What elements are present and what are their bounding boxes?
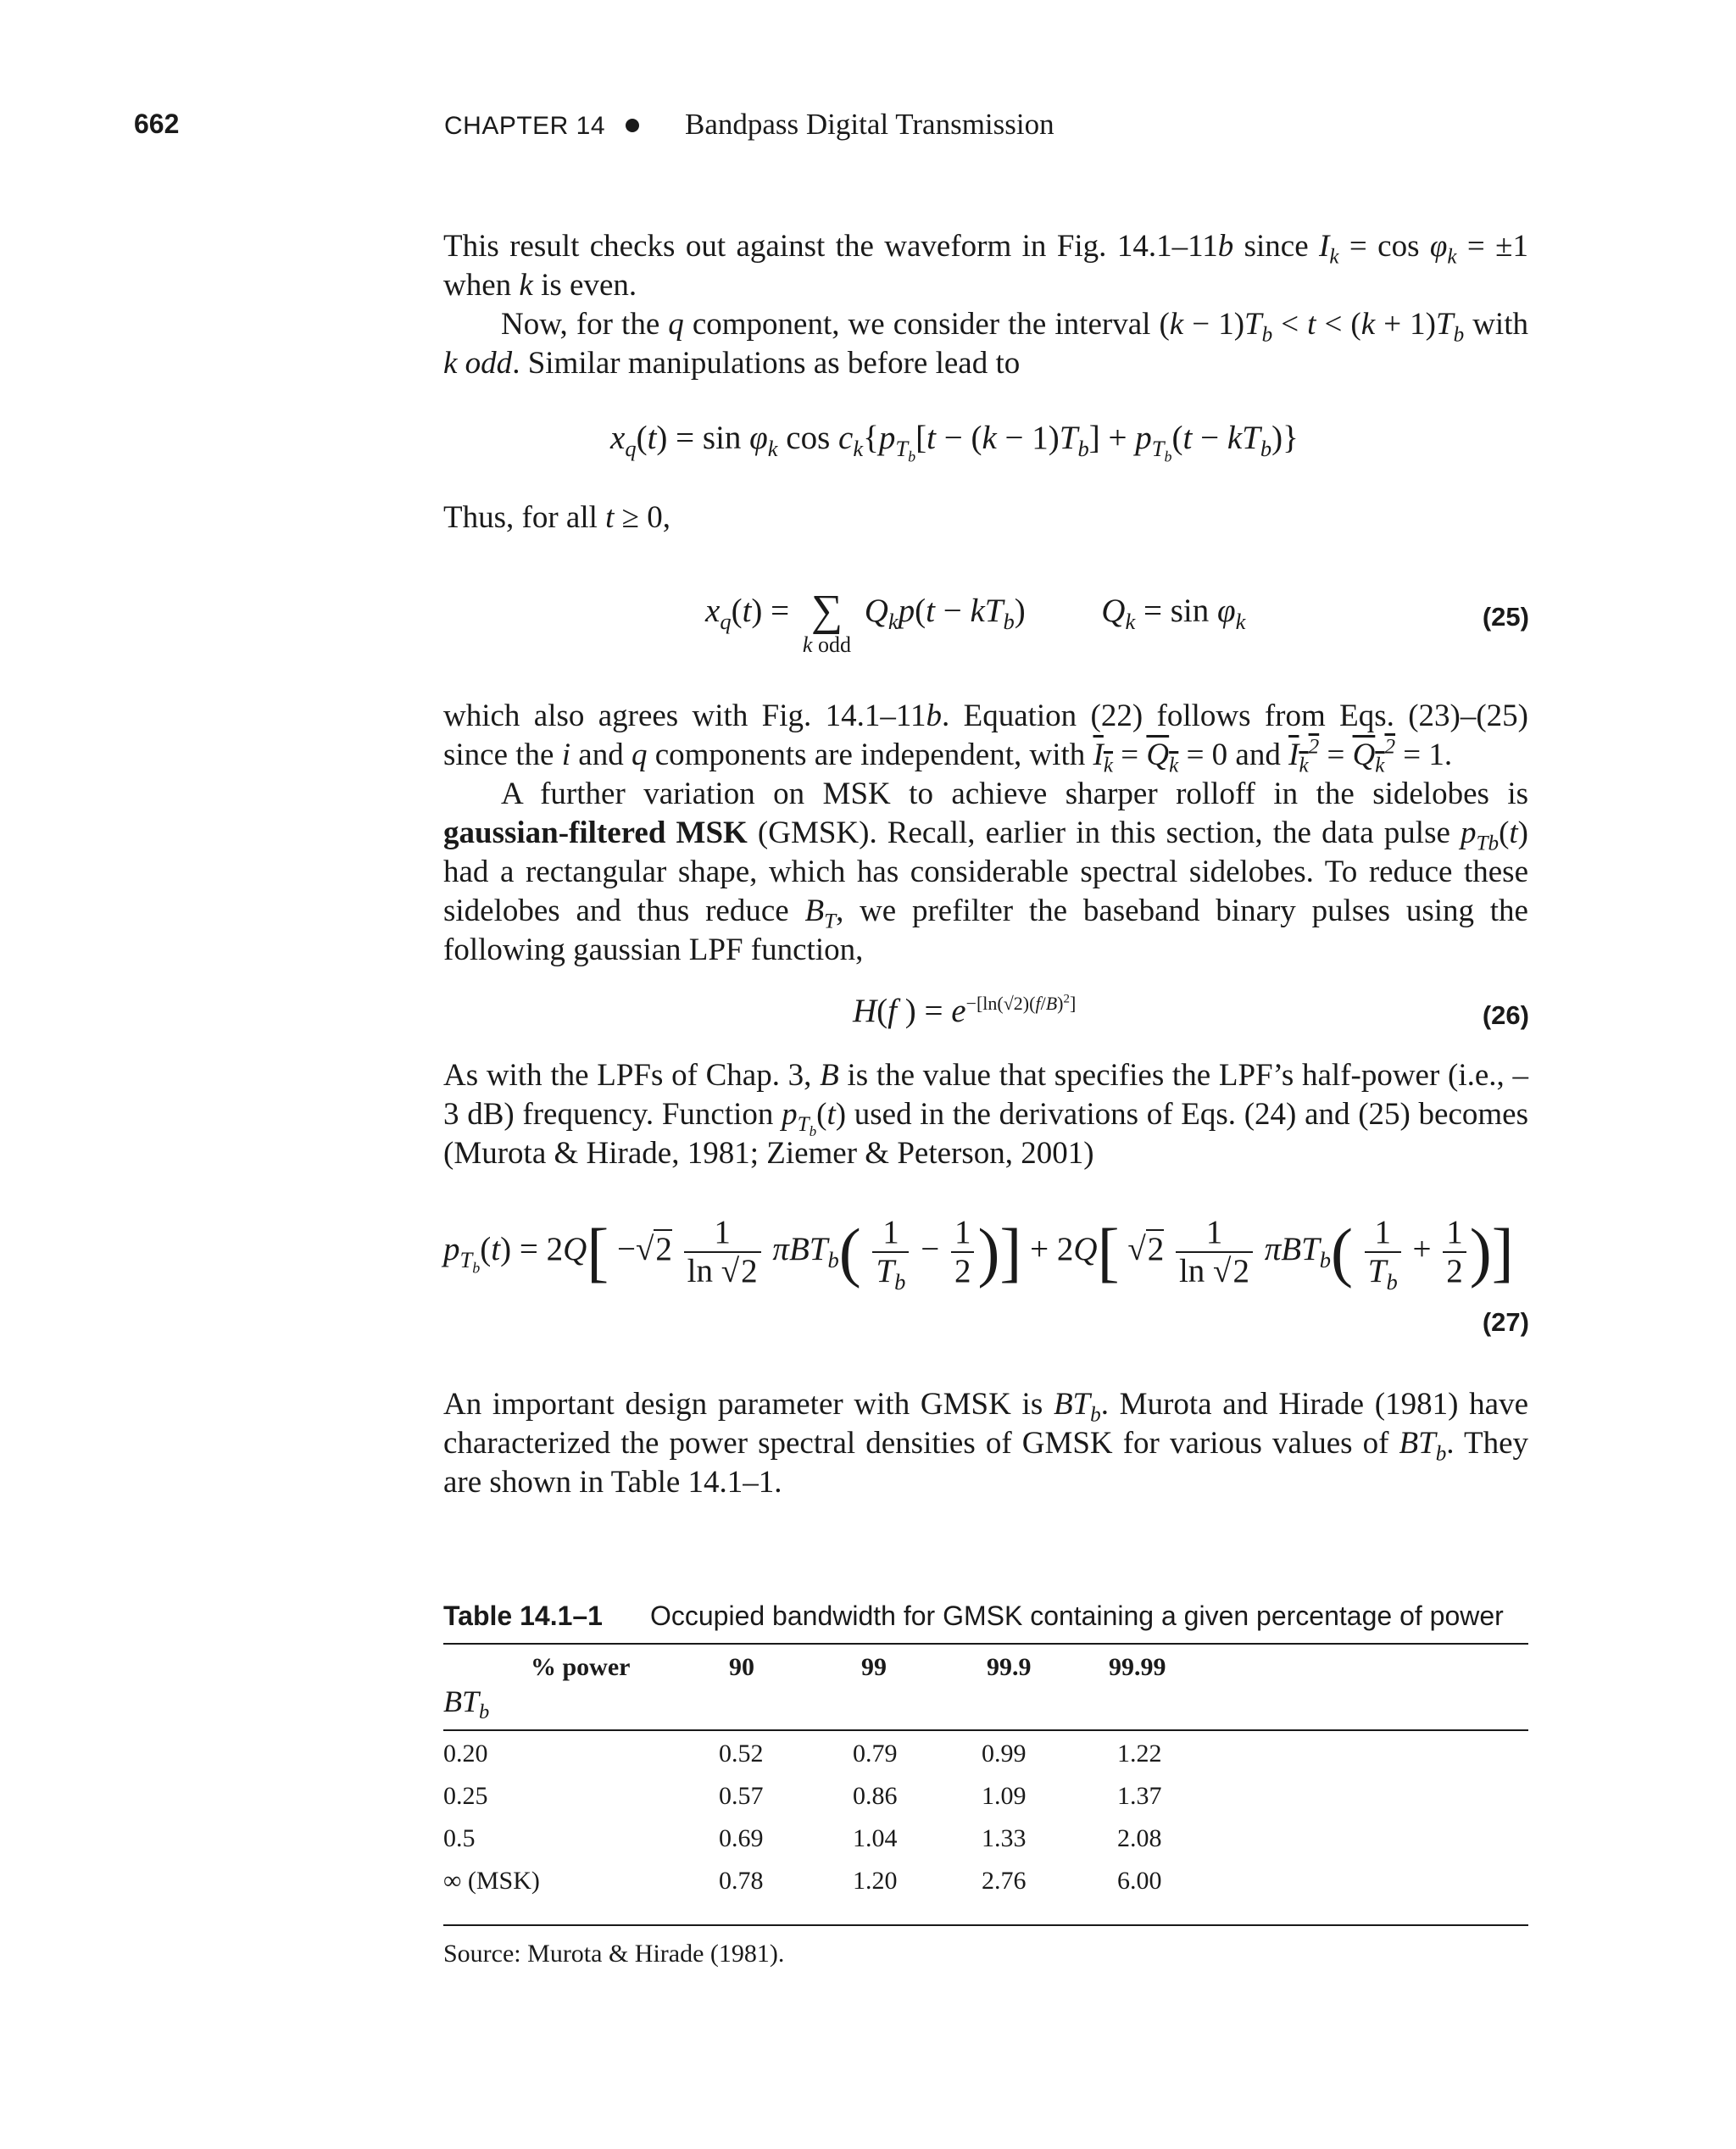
equation-26: H(f ) = $e^{-[ln(√2)(f/B)^2]}$ [853,992,1077,1029]
table-cell: 0.86 [853,1782,898,1810]
table-cell: 2.08 [1117,1824,1162,1852]
table-col-header: 99 [861,1653,887,1681]
table-caption-text: Occupied bandwidth for GMSK containing a given percentage of power [649,1601,1504,1631]
chapter-title: Bandpass Digital Transmission [685,108,1054,141]
table-cell-bt: 0.20 [443,1740,488,1768]
paragraph-2: Now, for the q component, we consider the interval $(k - 1)T_b < t < (k + 1)T_b$ with k odd. Similar manipulations as before lead to [443,307,1528,381]
table-cell: 1.33 [982,1824,1027,1852]
table-cell: 1.04 [853,1824,898,1852]
paragraph-7: An important design parameter with GMSK is $BT_b$. Murota and Hirade (1981) have characterized the power spectral densities of GMSK for various values of $BT_b$. They are shown in Table 14.1–1. [443,1387,1529,1500]
equation-number-27: (27) [1482,1307,1529,1337]
table-col-header: 99.99 [1109,1653,1166,1681]
table-col-header: 99.9 [987,1653,1032,1681]
table-cell: 0.79 [853,1740,898,1768]
equation-xq-interval: $x_q(t) = \sin \varphi_k$ $\cos c_k\{p_{T_b}[t - (k - 1)T_b] + p_{T_b}(t - kT_b)\}$ [610,420,1299,465]
table-cell: 0.52 [719,1740,764,1768]
table-cell: 0.99 [982,1740,1027,1768]
equation-25: $x_q(t)$ = ∑ k odd $Q_kp(t - kT_b) Q_k = \sin \varphi_k$ [705,587,1246,657]
bullet-icon [626,119,639,132]
chapter-label: CHAPTER 14 [444,112,606,140]
table-power-header: % power [531,1653,631,1681]
table-source: Source: Murota & Hirade (1981). [443,1940,785,1968]
table-cell: 6.00 [1117,1867,1162,1895]
table-cell: 1.37 [1117,1782,1162,1810]
table-cell: 0.57 [719,1782,764,1810]
equation-number-25: (25) [1482,602,1529,632]
table-cell: 1.22 [1117,1740,1162,1768]
table-row-header-text: $BT_b$ [443,1684,490,1724]
page-number: 662 [134,109,180,139]
table-header-rule [443,1729,1528,1731]
table-cell-bt: ∞ (MSK) [443,1867,540,1895]
equation-number-26: (26) [1482,1000,1529,1030]
equation-27: $p_{T_b}(t) = 2Q[ -√2$ $\frac{1}{\ln √2}$ πBT$_b$( $\frac{1}{T_b}$ − $\frac{1}{2}$ )] + 2Q[ √2 $\frac{1}{\ln √2}$ πBT$_b$( $\frac{1}{T_b}$ + $\frac{1}{2}$ )] [443,1214,1514,1294]
table-cell: 1.09 [982,1782,1027,1810]
table-cell: 1.20 [853,1867,898,1895]
paragraph-6: As with the LPFs of Chap. 3, B is the value that specifies the LPF’s half-power (i.e., –3 dB) frequency. Function $p_{T_b}(t)$ used in the derivations of Eqs. (24) and (25) becomes (Murota & Hirade, 1981; Ziemer & Peterson, 2001) [443,1058,1528,1171]
table-cell-bt: 0.25 [443,1782,488,1810]
table-label: Table 14.1–1 [443,1601,603,1631]
table-bottom-rule [443,1924,1528,1926]
table-cell-bt: 0.5 [443,1824,476,1852]
table-top-rule [443,1643,1528,1645]
table-caption [443,1601,1504,1632]
paragraph-3: Thus, for all t ≥ 0, [443,500,670,535]
paragraph-4: which also agrees with Fig. 14.1–11b. Equation (22) follows from Eqs. (23)–(25) since the i and q components are independent, with $I_k = Q_k = 0$ and $I_k^2 = Q_k^2 = 1$. [443,699,1528,777]
table-cell: 0.78 [719,1867,764,1895]
paragraph-1: This result checks out against the waveform in Fig. 14.1–11b since $I_k = \cos \varphi_k = \pm 1$ when k is even. [443,229,1528,303]
table-row-header [443,1684,490,1724]
table-cell: 2.76 [982,1867,1027,1895]
paragraph-5: A further variation on MSK to achieve sharper rolloff in the sidelobes is gaussian-filtered MSK (GMSK). Recall, earlier in this section, the data pulse $p_{Tb}(t)$ had a rectangular shape, which has considerable spectral sidelobes. To reduce these sidelobes and thus reduce $B_T$, we prefilter the baseband binary pulses using the following gaussian LPF function, [443,777,1528,967]
table-cell: 0.69 [719,1824,764,1852]
table-col-header: 90 [729,1653,754,1681]
